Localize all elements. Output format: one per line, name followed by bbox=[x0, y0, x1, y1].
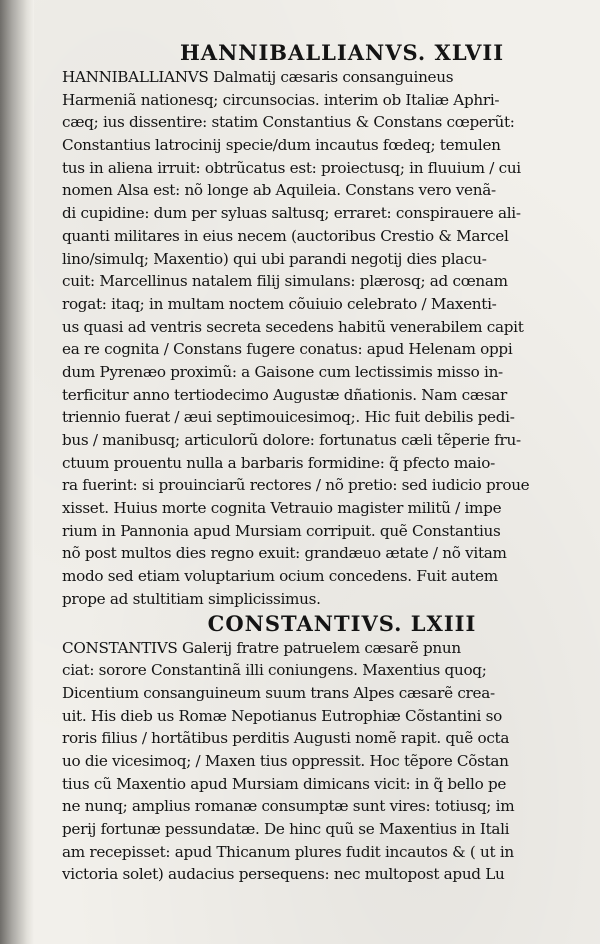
text-line: tius cũ Maxentio apud Mursiam dimicans vicit: in q̃ bello pe bbox=[62, 774, 507, 793]
text-line: ne nunq; amplius romanæ consumptæ sunt vires: totiusq; im bbox=[62, 797, 515, 816]
text-line: ctuum prouentu nulla a barbaris formidine: q̃ pfecto maio- bbox=[62, 453, 495, 472]
text-line: roris filius / hortãtibus perditis Augusti nomẽ rapit. quẽ octa bbox=[62, 729, 510, 748]
text-line: dum Pyrenæo proximũ: a Gaisone cum lectissimis misso in- bbox=[62, 362, 503, 381]
page-gutter-shadow bbox=[0, 0, 34, 944]
text-line: nomen Alsa est: nõ longe ab Aquileia. Constans vero venã- bbox=[62, 181, 496, 200]
text-line: prope ad stultitiam simplicissimus. bbox=[62, 589, 321, 608]
text-line: uo die vicesimoq; / Maxen tius oppressit. Hoc tẽpore Cõstan bbox=[62, 751, 509, 770]
text-line: rium in Pannonia apud Mursiam corripuit. quẽ Constantius bbox=[62, 521, 501, 540]
text-line: Dicentium consanguineum suum trans Alpes cæsarẽ crea- bbox=[62, 683, 495, 702]
text-line: cuit: Marcellinus natalem filij simulans: plærosq; ad cœnam bbox=[62, 272, 508, 291]
text-line: HANNIBALLIANVS Dalmatij cæsaris consanguineus bbox=[62, 68, 454, 86]
text-line: modo sed etiam voluptarium ocium concedens. Fuit autem bbox=[62, 567, 498, 586]
text-line: lino/simulq; Maxentio) qui ubi parandi negotij dies placu- bbox=[62, 249, 487, 268]
text-line: terficitur anno tertiodecimo Augustæ dñationis. Nam cæsar bbox=[62, 385, 508, 404]
text-line: nõ post multos dies regno exuit: grandæuo ætate / nõ vitam bbox=[62, 544, 507, 563]
text-line: ciat: sorore Constantinã illi coniungens. Maxentius quoq; bbox=[62, 661, 487, 680]
heading-hannibalianus: HANNIBALLIANVS. XLVII bbox=[179, 40, 505, 65]
text-line: perij fortunæ pessundatæ. De hinc quũ se Maxentius in Itali bbox=[62, 820, 510, 838]
section-constantius bbox=[62, 637, 582, 887]
text-line: cæq; ius dissentire: statim Constantius & Constans cœperũt: bbox=[62, 113, 515, 132]
text-line: quanti militares in eius necem (auctoribus Crestio & Marcel bbox=[62, 226, 509, 245]
text-line: Constantius latrocinij specie/dum incautus fœdeq; temulen bbox=[62, 136, 501, 155]
text-line: uit. His dieb us Romæ Nepotianus Eutrophiæ Cõstantini so bbox=[62, 706, 502, 725]
text-line: am recepisset: apud Thicanum plures fudit incautos & ( ut in bbox=[62, 842, 514, 861]
text-line: tus in aliena irruit: obtrũcatus est: proiectusq; in fluuium / cui bbox=[62, 158, 521, 177]
text-line: victoria solet) audacius persequens: nec multopost apud Lu bbox=[62, 865, 505, 884]
text-line: bus / manibusq; articulorũ dolore: fortunatus cæli tẽperie fru- bbox=[62, 431, 521, 449]
text-line: ra fuerint: si prouinciarũ rectores / nõ pretio: sed iudicio proue bbox=[62, 476, 530, 495]
text-line: rogat: itaq; in multam noctem cõuiuio celebrato / Maxenti- bbox=[62, 294, 497, 313]
text-block bbox=[62, 40, 582, 886]
section-hannibalianus bbox=[62, 66, 582, 611]
text-line: CONSTANTIVS Galerij fratre patruelem cæsarẽ pnun bbox=[62, 638, 461, 657]
text-line: di cupidine: dum per syluas saltusq; erraret: conspirauere ali- bbox=[62, 204, 521, 223]
text-line: us quasi ad ventris secreta secedens habitũ venerabilem capit bbox=[62, 317, 524, 336]
text-line: Harmeniã nationesq; circunsocias. interim ob Italiæ Aphri- bbox=[62, 90, 500, 109]
text-line: triennio fuerat / æui septimouicesimoq;. Hic fuit debilis pedi- bbox=[62, 408, 515, 427]
heading-constantius: CONSTANTIVS. LXIII bbox=[207, 610, 477, 636]
text-line: xisset. Huius morte cognita Vetrauio magister militũ / impe bbox=[62, 499, 502, 518]
text-line: ea re cognita / Constans fugere conatus: apud Helenam oppi bbox=[62, 340, 513, 359]
